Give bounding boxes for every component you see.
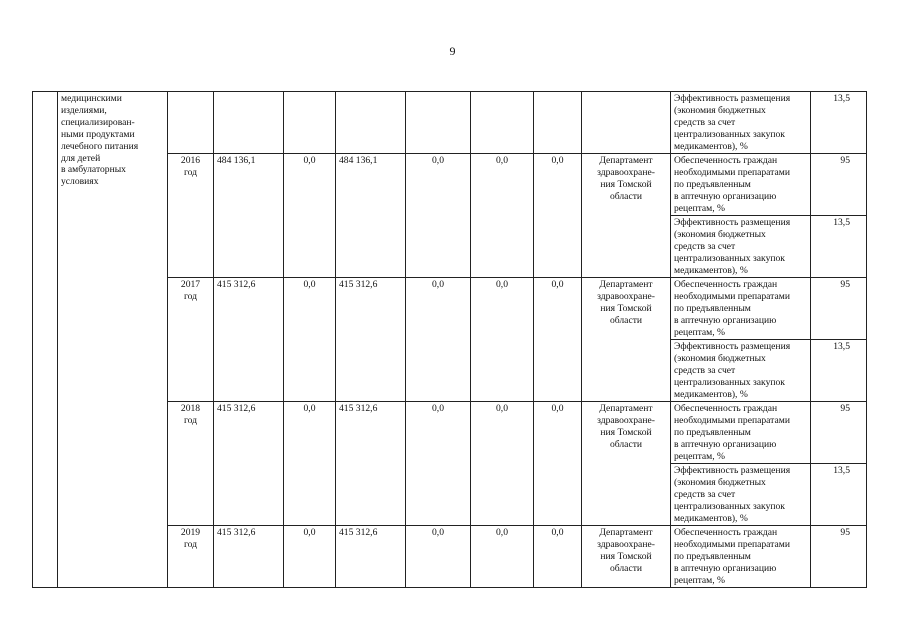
year-cell: 2017 год [168, 278, 214, 402]
federal-amount: 0,0 [284, 154, 336, 278]
indicator-value: 13,5 [811, 92, 867, 154]
empty-cell [336, 92, 406, 154]
indicator-value: 95 [811, 526, 867, 588]
department-cell: Департамент здравоохране- ния Томской области [582, 278, 671, 402]
local-amount: 0,0 [406, 526, 471, 588]
empty-cell [168, 92, 214, 154]
other-amount: 0,0 [471, 278, 534, 402]
page-number: 9 [449, 44, 456, 58]
federal-amount: 0,0 [284, 278, 336, 402]
empty-cell [284, 92, 336, 154]
regional-amount: 415 312,6 [336, 278, 406, 402]
other-amount: 0,0 [471, 526, 534, 588]
indicator-name: Эффективность размещения (экономия бюджетных средств за счет централизованных закупок медикаментов), % [671, 92, 811, 154]
indicator-name: Эффективность размещения (экономия бюджетных средств за счет централизованных закупок медикаментов), % [671, 216, 811, 278]
other-amount: 0,0 [471, 402, 534, 526]
year-cell: 2016 год [168, 154, 214, 278]
total-amount: 415 312,6 [214, 526, 284, 588]
total-amount: 415 312,6 [214, 402, 284, 526]
description-cell: медицинскими изделиями, специализирован- ными продуктами лечебного питания для детей в амбулаторных условиях [58, 92, 168, 588]
indicator-name: Обеспеченность граждан необходимыми препаратами по предъявленным в аптечную организацию рецептам, % [671, 278, 811, 340]
empty-cell [534, 92, 582, 154]
indicator-name: Обеспеченность граждан необходимыми препаратами по предъявленным в аптечную организацию рецептам, % [671, 154, 811, 216]
department-cell: Департамент здравоохране- ния Томской области [582, 402, 671, 526]
indicator-name: Эффективность размещения (экономия бюджетных средств за счет централизованных закупок медикаментов), % [671, 464, 811, 526]
local-amount: 0,0 [406, 154, 471, 278]
extra-amount: 0,0 [534, 526, 582, 588]
program-table [32, 91, 867, 588]
local-amount: 0,0 [406, 278, 471, 402]
empty-cell [582, 92, 671, 154]
department-cell: Департамент здравоохране- ния Томской области [582, 526, 671, 588]
indicator-value: 95 [811, 402, 867, 464]
total-amount: 415 312,6 [214, 278, 284, 402]
regional-amount: 484 136,1 [336, 154, 406, 278]
empty-cell [406, 92, 471, 154]
table-body [33, 92, 867, 588]
regional-amount: 415 312,6 [336, 526, 406, 588]
local-amount: 0,0 [406, 402, 471, 526]
indicator-value: 13,5 [811, 340, 867, 402]
year-cell: 2018 год [168, 402, 214, 526]
federal-amount: 0,0 [284, 526, 336, 588]
table-row [33, 92, 867, 154]
indicator-name: Обеспеченность граждан необходимыми препаратами по предъявленным в аптечную организацию рецептам, % [671, 526, 811, 588]
year-cell: 2019 год [168, 526, 214, 588]
number-cell [33, 92, 58, 588]
regional-amount: 415 312,6 [336, 402, 406, 526]
indicator-value: 13,5 [811, 216, 867, 278]
indicator-name: Эффективность размещения (экономия бюджетных средств за счет централизованных закупок медикаментов), % [671, 340, 811, 402]
indicator-value: 95 [811, 278, 867, 340]
indicator-name: Обеспеченность граждан необходимыми препаратами по предъявленным в аптечную организацию рецептам, % [671, 402, 811, 464]
extra-amount: 0,0 [534, 402, 582, 526]
extra-amount: 0,0 [534, 154, 582, 278]
indicator-value: 13,5 [811, 464, 867, 526]
other-amount: 0,0 [471, 154, 534, 278]
total-amount: 484 136,1 [214, 154, 284, 278]
indicator-value: 95 [811, 154, 867, 216]
empty-cell [214, 92, 284, 154]
empty-cell [471, 92, 534, 154]
extra-amount: 0,0 [534, 278, 582, 402]
federal-amount: 0,0 [284, 402, 336, 526]
department-cell: Департамент здравоохране- ния Томской области [582, 154, 671, 278]
